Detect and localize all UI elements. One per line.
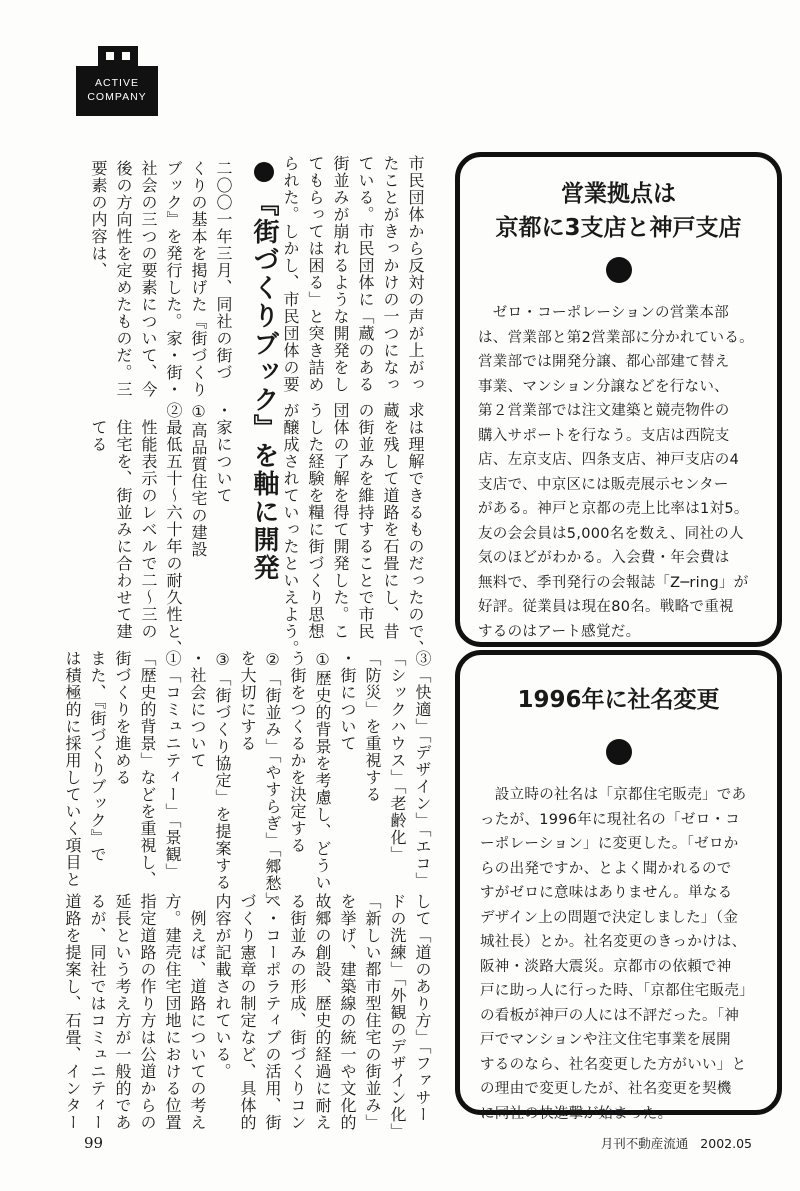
article-column-5: ③「快適」「デザイン」「エコ」 「シックハウス」「老齢化」 「防災」を重視する ・街について ①歴史的背景を考慮し、どうい う街をつくるかを決定する ②「街並み」「やすらぎ」「郷愁」 を大切にする ③「街づくり協定」を提案する ・社会について ①「コミュニティー」「景観」 「歴史的背景」などを重視し、 街づくりを進める また、『街づくりブック』で は積極的に採用していく項目と: [63, 650, 432, 909]
journal-name: 月刊不動産流通: [600, 1136, 689, 1151]
box2-title: 1996年に社名変更: [517, 687, 720, 713]
article-column-1: 市民団体から反対の声が上がっ たことがきっかけの一つになっ ている。市民団体に「蔵のある 街並みが崩れるような開発をし てもらっては困る」と突き詰め られた。しかし、市民団体の要: [281, 155, 425, 393]
box1-title-line2: 京都に3支店と神戸支店: [495, 215, 742, 241]
sidebar-box-sales-offices: [455, 152, 782, 647]
article-column-4: ・家について ①高品質住宅の建設 ②最低五十～六十年の耐久性と、 性能表示のレベルで二～三の 住宅を、街並みに合わせて建 てる: [89, 402, 233, 657]
box1-title-line1: 営業拠点は: [561, 181, 676, 207]
page-number: 99: [84, 1134, 104, 1152]
active-company-badge: [76, 66, 158, 116]
section-heading: 『街づくりブック』を軸に開発: [246, 162, 283, 582]
sidebar-box-name-change: [455, 650, 782, 1122]
badge-line1: ACTIVE: [95, 77, 139, 89]
bullet-dot-icon: [606, 257, 632, 283]
box1-body: ゼロ・コーポレーションの営業本部 は、営業部と第2営業部に分かれている。 営業部では開発分譲、都心部建て替え 事業、マンション分譲などを行ない、 第２営業部では注文建築と競売物件の 購入サポートを行なう。支店は西院支 店、左京支店、四条支店、神戸支店の4 支店で、中京区には販売展示センター がある。神戸と京都の売上比率は1対5。 友の会会員は5,000名を数え、同社の人 気のほどがわかる。入会費・年会費は 無料で、季刊発行の会報誌「Z─ring」が 好評。従業員は現在80名。戦略で重視 するのはアート感覚だ。: [478, 305, 754, 640]
article-column-2: 二〇〇一年三月、同社の街づ くりの基本を掲げた『街づくり ブック』を発行した。家・街・ 社会の三つの要素について、今 後の方向性を定めたものだ。三 要素の内容は、: [89, 160, 233, 398]
article-column-6: して「道のあり方」「ファサー ドの洗練」「外観のデザイン化」 「新しい都市型住宅の街並み」 を挙げ、建築線の統一や文化的 故郷の創設、歴史的経過に耐え る街並みの形成、街づくりコン ペ・コーポラティブの活用、街 づくり憲章の制定など、具体的 内容が記載されている。 例えば、道路についての考え 方。建売住宅団地における位置 指定道路の作り方は公道からの 延長という考え方が一般的であ るが、同社ではコミュニティー 道路を提案し、石畳、インター: [63, 893, 432, 1140]
article-column-3: 求は理解できるものだったので、 蔵を残して道路を石畳にし、昔 の街並みを維持することで市民 団体の了解を得て開発した。こ うした経験を糧に街づくり思想 が醸成されていったといえよう。: [281, 402, 425, 657]
badge-line2: COMPANY: [87, 91, 147, 103]
journal-footer: [589, 1134, 752, 1152]
journal-issue: 2002.05: [700, 1136, 752, 1151]
bullet-dot-icon: [254, 162, 274, 182]
badge-tab: [98, 46, 138, 68]
bullet-dot-icon: [606, 739, 632, 765]
box2-body: 設立時の社名は「京都住宅販売」であ ったが、1996年に現社名の「ゼロ・コ ーポレーション」に変更した。「ゼロか らの出発ですか、とよく聞かれるので すがゼロに意味はありません。単なる デザイン上の問題で決定しました」（金 城社長）とか。社名変更のきっかけは、 阪神・淡路大震災。京都市の依頼で神 戸に助っ人に行った時、「京都住宅販売」 の看板が神戸の人には不評だった。「神 戸でマンションや注文住宅事業を展開 するのなら、社名変更した方がいい」と の理由で変更したが、社名変更を契機 に同社の快進撃が始まった。: [480, 787, 754, 1122]
